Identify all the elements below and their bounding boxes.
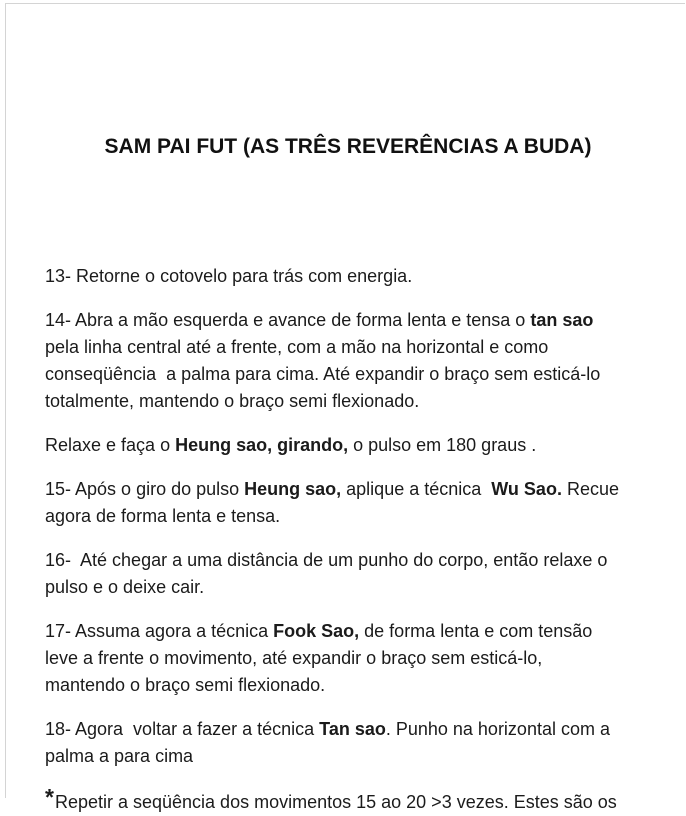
document-page	[5, 3, 685, 812]
text-run: Fook Sao,	[273, 621, 360, 641]
text-run: 14- Abra a mão esquerda e avance de forma lenta e tensa o	[45, 310, 531, 330]
paragraph	[45, 618, 651, 699]
document-title: SAM PAI FUT (AS TRÊS REVERÊNCIAS A BUDA)	[104, 135, 592, 158]
paragraph	[45, 547, 651, 601]
text-run: Tan sao	[319, 719, 386, 739]
text-run: Heung sao, girando,	[175, 435, 349, 455]
footnote-marker: *	[45, 784, 54, 810]
text-run: pulso e o deixe cair.	[45, 577, 205, 597]
paragraph	[45, 263, 651, 290]
text-run: 15- Após o giro do pulso	[45, 479, 245, 499]
paragraph	[45, 307, 651, 415]
text-run: totalmente, mantendo o braço semi flexionado.	[45, 391, 420, 411]
text-run: 13- Retorne o cotovelo para trás com energia.	[45, 266, 413, 286]
paragraph	[45, 476, 651, 530]
text-run: 17- Assuma agora a técnica	[45, 621, 274, 641]
paragraph	[45, 432, 651, 459]
text-run: pela linha central até a frente, com a mão na horizontal e como	[45, 337, 549, 357]
text-run: Relaxe e faça o	[45, 435, 176, 455]
text-run: leve a frente o movimento, até expandir o braço sem esticá-lo,	[45, 648, 543, 668]
text-run: . Punho na horizontal com a	[385, 719, 610, 739]
text-run: mantendo o braço semi flexionado.	[45, 675, 326, 695]
document-content	[45, 4, 651, 816]
text-run: Recue	[561, 479, 619, 499]
text-run: Heung sao,	[244, 479, 342, 499]
text-run: o pulso em 180 graus .	[348, 435, 537, 455]
footnote	[45, 784, 651, 816]
text-run: Wu Sao.	[491, 479, 562, 499]
footnote-text: Repetir a seqüência dos movimentos 15 ao 20 >3 vezes. Estes são os	[54, 792, 617, 812]
text-run: agora de forma lenta e tensa.	[45, 506, 281, 526]
text-run: palma a para cima	[45, 746, 194, 766]
text-run: conseqüência a palma para cima. Até expandir o braço sem esticá-lo	[45, 364, 601, 384]
text-run: 18- Agora voltar a fazer a técnica	[45, 719, 320, 739]
document-body	[45, 263, 651, 770]
text-run: 16- Até chegar a uma distância de um punho do corpo, então relaxe o	[45, 550, 608, 570]
text-run: de forma lenta e com tensão	[359, 621, 593, 641]
text-run: tan sao	[530, 310, 594, 330]
paragraph	[45, 716, 651, 770]
text-run: aplique a técnica	[341, 479, 492, 499]
